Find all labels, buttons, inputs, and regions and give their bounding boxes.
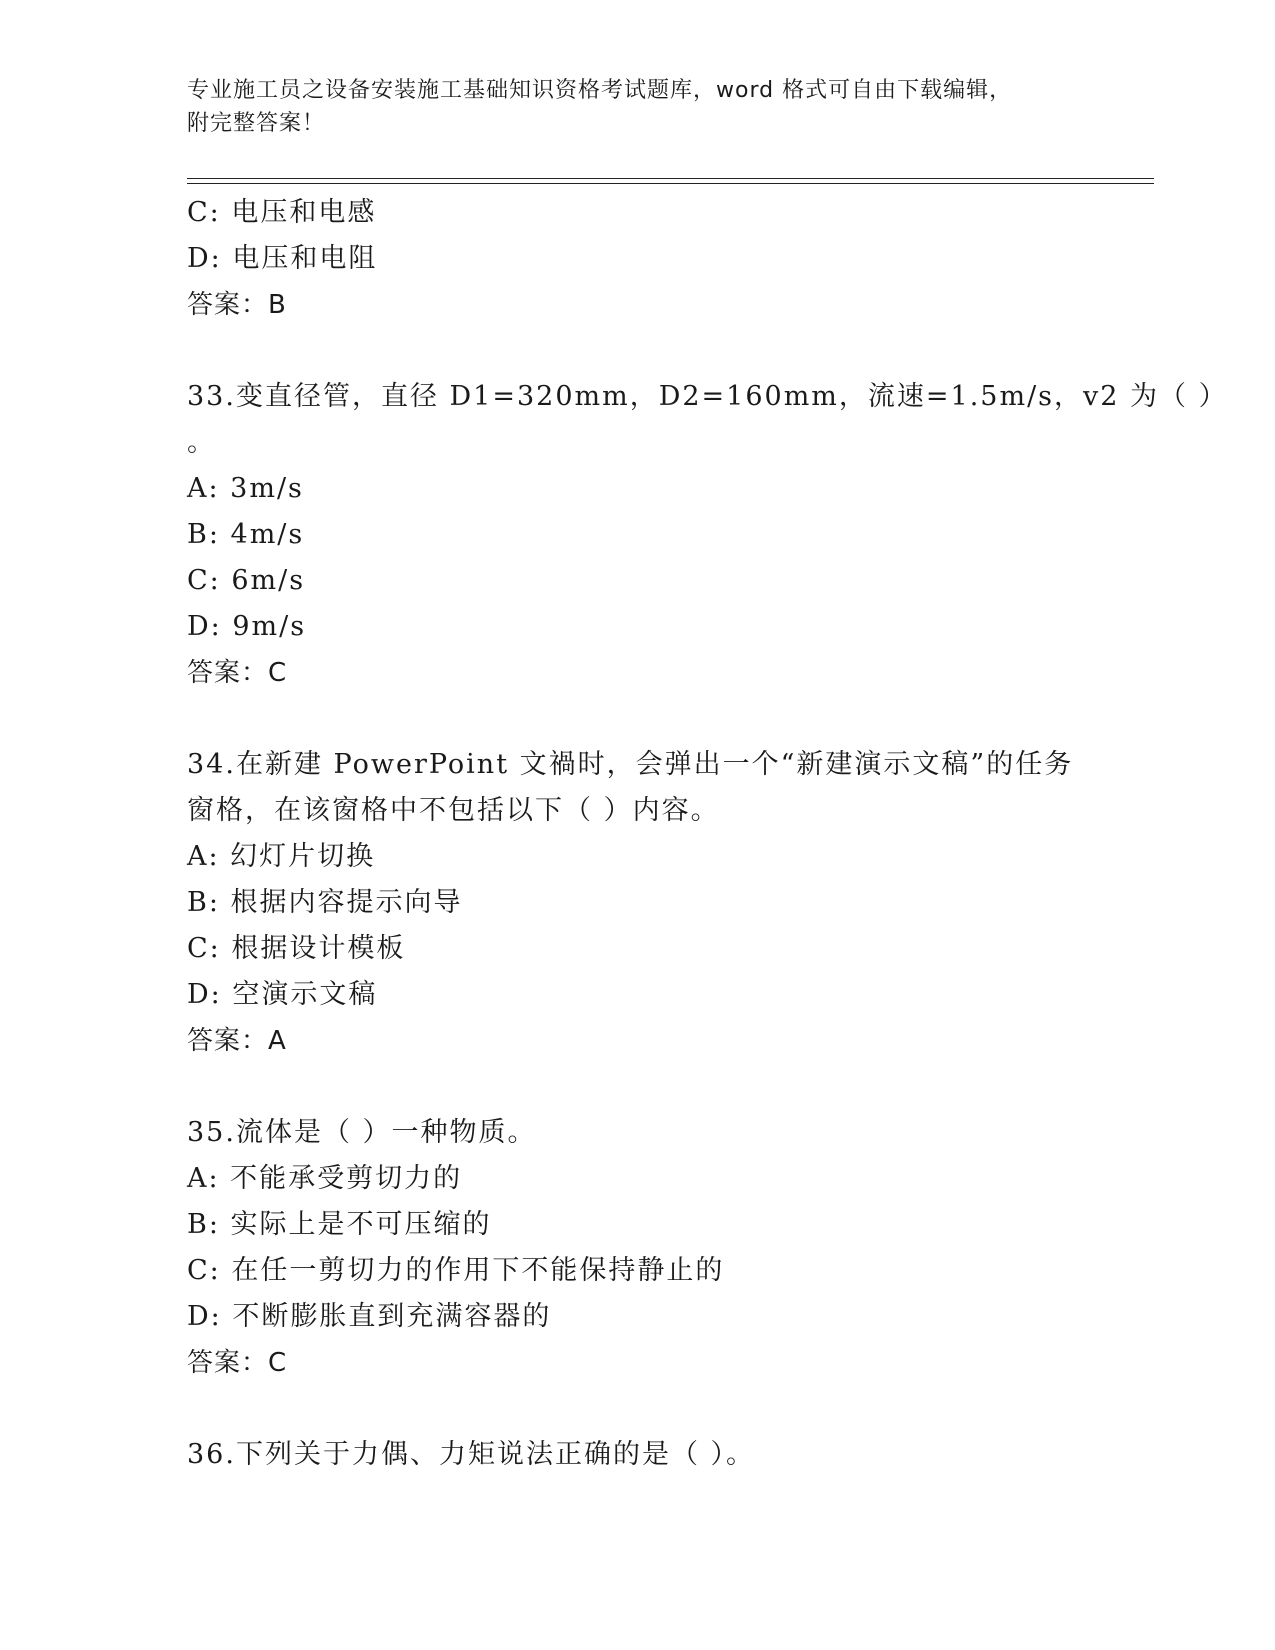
answer-label: 答案：B [187, 290, 287, 320]
question-stem: 35.流体是（ ）一种物质。 [187, 1117, 537, 1148]
option-c: C: 在任一剪切力的作用下不能保持静止的 [187, 1255, 725, 1286]
question-34 [187, 742, 1127, 1064]
option-a: A: 幻灯片切换 [187, 841, 376, 872]
question-stem-continuation: 。 [187, 427, 216, 458]
option-b: B: 4m/s [187, 519, 305, 550]
header-title-line-2: 附完整答案！ [187, 111, 326, 136]
option-a: A: 3m/s [187, 473, 304, 504]
option-d: D: 空演示文稿 [187, 979, 378, 1010]
spacer [187, 1386, 1127, 1432]
option-a: A: 不能承受剪切力的 [187, 1163, 463, 1194]
question-list [187, 190, 1228, 1478]
question-stem-continuation: 窗格，在该窗格中不包括以下（ ）内容。 [187, 795, 720, 826]
option-d: D: 9m/s [187, 611, 307, 642]
answer-label: 答案：A [187, 1026, 287, 1056]
question-33 [187, 374, 1228, 696]
question-35 [187, 1110, 1127, 1386]
option-d: D: 电压和电阻 [187, 243, 378, 274]
option-b: B: 实际上是不可压缩的 [187, 1209, 492, 1240]
document-header [187, 74, 1087, 140]
option-d: D: 不断膨胀直到充满容器的 [187, 1301, 552, 1332]
answer-label: 答案：C [187, 658, 288, 688]
option-c: C: 根据设计模板 [187, 933, 406, 964]
header-title-line-1: 专业施工员之设备安装施工基础知识资格考试题库，word 格式可自由下载编辑， [187, 78, 1013, 103]
question-32-tail [187, 190, 1127, 328]
spacer [187, 696, 1127, 742]
spacer [187, 328, 1127, 374]
answer-label: 答案：C [187, 1348, 288, 1378]
option-c: C: 电压和电感 [187, 197, 377, 228]
question-stem: 34.在新建 PowerPoint 文禍时，会弹出一个“新建演示文稿”的任务 [187, 749, 1074, 780]
question-stem: 36.下列关于力偶、力矩说法正确的是（ ）。 [187, 1439, 756, 1470]
header-divider-top [187, 178, 1154, 179]
question-stem: 33.变直径管，直径 D1=320mm，D2=160mm，流速=1.5m/s，v2 为（ ） [187, 381, 1228, 412]
header-divider-bottom [187, 183, 1154, 184]
spacer [187, 1064, 1127, 1110]
question-36 [187, 1432, 1127, 1478]
option-b: B: 根据内容提示向导 [187, 887, 463, 918]
option-c: C: 6m/s [187, 565, 306, 596]
